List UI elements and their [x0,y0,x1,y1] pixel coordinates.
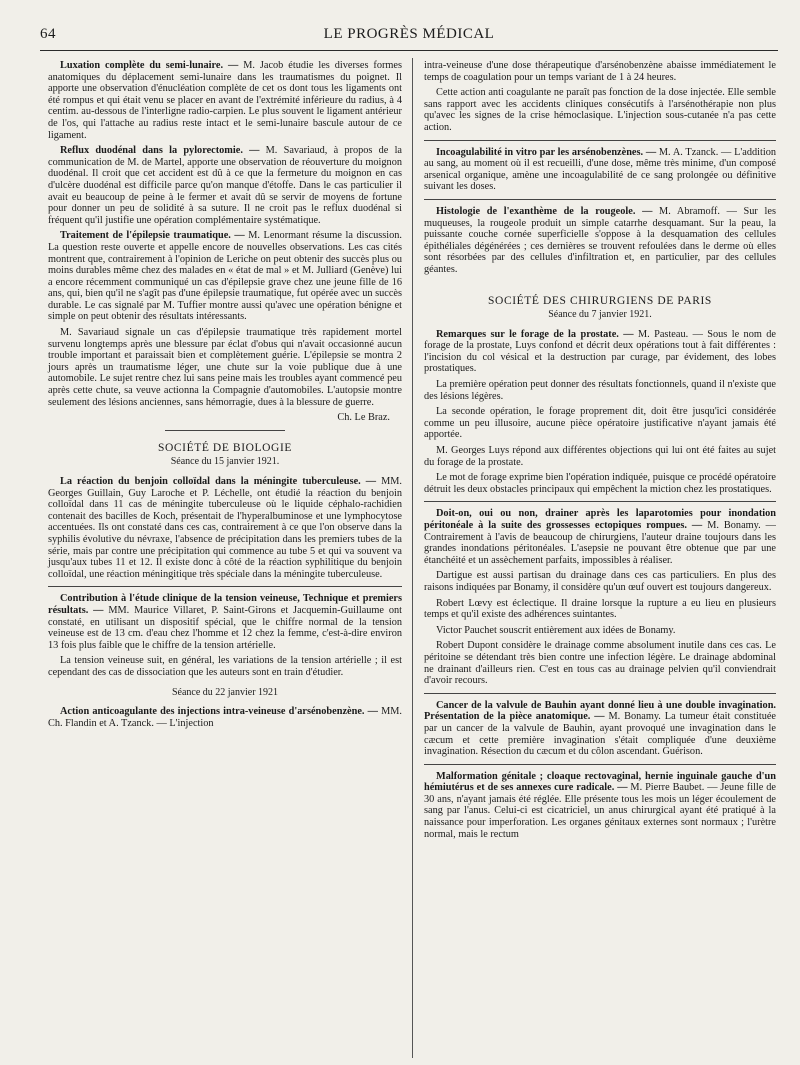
article-drainage [424,508,776,566]
article-heading: Luxation complète du semi-lunaire. — [60,60,239,71]
article-epilepsie-cont: M. Savariaud signale un cas d'épilepsie traumatique très rapidement mortel survenu longtemps après une blessure par éclat d'obus qui n'avait occasionné aucun trouble important et paraissait bien et complètement guérie. L'épilepsie se montra 2 jours après un traumatisme léger, une chute sur la voie publique due à une automobile. Le sujet rentre chez lui sans peine mais les troubles ayant commencé peu après cette chute, sa veuve actionna la Compagnie d'automobiles. L'autopsie montre seulement des lésions anciennes, sans hémorragie, dues à la blessure de guerre. [48,327,402,408]
article-bauhin [424,700,776,758]
section-title-chirurgiens: SOCIÉTÉ DES CHIRURGIENS DE PARIS [488,294,712,307]
article-prostate [424,329,776,375]
article-malformation [424,771,776,841]
article-body: MM. Georges Guillain, Guy Laroche et P. Léchelle, ont étudié la réaction du benjoin colloïdal dans 11 cas de méningite tuberculeuse où le liquide céphalo-rachidien contenait des bacilles de Koch, présentait de l'hyperalbuminose et une lymphocytose accentuées. Ils ont constaté dans ces cas, contrairement à ce que l'on observe dans la syphilis évolutive du névraxe, l'absence de précipitation dans les premiers tubes de la série, mais par contre une précipitation qui commence au tube 5 et qui va souvent va jusqu'aux tubes 11 et 12. Il existe donc à côté de la réaction syphilitique du benjoin colloïdal, une réaction méningitique très spéciale dans la méningite tuberculeuse. [48,476,402,580]
article-epilepsie [48,230,402,323]
article-body: MM. Ch. Flandin et A. Tzanck. — L'injection [48,706,402,729]
page-number: 64 [40,26,56,42]
article-prostate-cont: La première opération peut donner des résultats fonctionnels, quand il n'existe que des lésions légères. [424,379,776,402]
article-drainage-cont: Robert Dupont considère le drainage comme absolument inutile dans ces cas. Le péritoine se détendant très bien contre une infection légère. Le drainage abdominal ne drainant d'ailleurs rien. C'est en tous cas au drainage pelvien qu'il conviendrait d'avoir recours. [424,640,776,687]
article-benjoin [48,476,402,580]
page-header [40,24,778,46]
article-heading: Reflux duodénal dans la pylorectomie. — [60,145,260,157]
article-tension [48,593,402,651]
article-body: M. Bonamy. — Contrairement à l'avis de beaucoup de chirurgiens, l'auteur draine toujours dans les grandes inondations péritonéales. L'asepsie ne pouvant être obtenue que par une étanchéité et un assèchement parfaits, impossibles à réaliser. [424,520,776,566]
article-body: M. Pasteau. — Sous le nom de forage de la prostate, Luys confond et décrit deux opérations tout à fait différentes : l'incision du col vésical et la destruction par curage, par évidement, des lobes prostatiques. [424,328,776,375]
column-divider [412,58,413,1058]
article-anticoagulante-cont: intra-veineuse d'une dose thérapeutique d'arsénobenzène abaisse immédiatement le temps de coagulation pour un temps variant de 1 à 24 heures. [424,60,776,83]
article-drainage-cont: Robert Lœvy est éclectique. Il draine lorsque la rupture a eu lieu en plusieurs temps et qu'il existe des adhérences suintantes. [424,597,776,621]
article-body: MM. Maurice Villaret, P. Saint-Girons et Jacquemin-Guillaume ont constaté, en utilisant un dispositif spécial, que le chiffre normal de la tension veineuse est de 13 cm. d'eau chez l'homme et 12 chez la femme, c'est-à-dire environ 13 fois plus faible que le chiffre de la tension artérielle. [48,604,402,651]
session-date: Séance du 7 janvier 1921. [548,309,652,321]
article-separator [424,693,776,694]
article-anticoagulante-cont2: Cette action anti coagulante ne paraît pas fonction de la dose injectée. Elle semble sans rapport avec les accidents cliniques consécutifs à l'arsénothérapie non plus qu'avec les signes de la crise hémoclasique. L'injection sous-cutanée n'a pas cette action. [424,87,776,133]
article-heading: Incoagulabilité in vitro par les arsénobenzènes. — [436,146,657,158]
article-body: M. Savariaud, à propos de la communication de M. de Martel, apporte une observation de réouverture du moignon duodénal. Il croit que cet accident est dû à ce que la fermeture du moignon en cas d'ulcère duodénal est difficile parce qu'on manque d'étoffe. Dans le cas particulier il avait eu beaucoup de peine à le fermer et avait dû se servir de moyens de fortune pour donner un peu de solidité à sa suture. Il ne croit pas le reflux duodénal si fréquent qu'il justifie une opération complémentaire systématique. [48,145,402,226]
article-heading: Remarques sur le forage de la prostate. — [436,328,634,340]
article-body: M. Bonamy. La tumeur était constituée par un cancer de la valvule de Bauhin, ayant provoqué une invagination dans le cæcum et cette première invagination s'était compliquée d'une deuxième invagination. Résection du cæcum et du côlon ascendant. Guérison. [424,711,777,758]
article-heading: Doit-on, oui ou non, drainer après les laparotomies pour inondation péritonéale à la suite des grossesses ectopiques rompues. — [424,508,776,531]
article-separator [48,586,402,587]
article-heading: Contribution à l'étude clinique de la tension veineuse, Technique et premiers résultats. — [48,593,402,616]
article-separator [424,140,776,141]
article-heading: Malformation génitale ; cloaque rectovaginal, hernie inguinale gauche d'un hémiutérus et de ses annexes cure radicale. — [424,770,776,794]
right-column [424,60,776,844]
article-luxation [48,60,402,141]
article-heading: Action anticoagulante des injections intra-veineuse d'arsénobenzène. — [60,706,378,718]
article-prostate-cont: Le mot de forage exprime bien l'opération indiquée, puisque ce procédé opératoire détruit les deux obstacles principaux qui empêchent la miction chez les prostatiques. [424,472,776,495]
article-body: M. Pierre Baubet. — Jeune fille de 30 ans, n'ayant jamais été réglée. Elle présente tous les mois un léger écoulement de sang par l'anus. Celui-ci est cicatriciel, un anus chirurgical ayant été pratiqué à la naissance pour imperforation. Les organes génitaux externes sont normaux ; l'urètre normal, mais le rectum [424,782,776,840]
article-separator [424,501,776,502]
article-heading: Traitement de l'épilepsie traumatique. — [60,230,245,242]
article-tension-cont: La tension veineuse suit, en général, les variations de la tension artérielle ; il est cependant des cas de dissociation que les auteurs sont en train d'étudier. [48,655,402,678]
article-separator [424,764,776,765]
article-prostate-cont: La seconde opération, le forage proprement dit, doit être jusqu'ici considérée comme un peu illusoire, aucune pièce opératoire justificative n'ayant jamais été apportée. [424,406,776,441]
section-title-biologie: SOCIÉTÉ DE BIOLOGIE [157,441,293,454]
section-rule [165,430,285,431]
article-body: M. A. Tzanck. — L'addition au sang, au moment où il est recueilli, d'une dose, même très minime, d'un composé arsenical organique, amène une incoagulabilité de ce sang prolongée ou définitive suivant les doses. [424,146,776,193]
article-heading: La réaction du benjoin colloïdal dans la méningite tuberculeuse. — [60,476,377,487]
article-drainage-cont: Victor Pauchet souscrit entièrement aux idées de Bonamy. [436,624,676,636]
journal-title: LE PROGRÈS MÉDICAL [323,26,495,42]
article-heading: Cancer de la valvule de Bauhin ayant donné lieu à une double invagination. Présentation de la pièce anatomique. — [424,699,776,723]
article-incoagulabilite [424,147,776,193]
session-date-2: Séance du 22 janvier 1921 [171,686,279,698]
article-prostate-cont: M. Georges Luys répond aux différentes objections qui lui ont été faites au sujet du forage de la prostate. [424,445,776,468]
article-separator [424,199,776,200]
article-heading: Histologie de l'exanthème de la rougeole. — [436,205,653,217]
article-body: M. Lenormant résume la discussion. La question reste ouverte et appelle encore de nouvelles observations. Les cas cités montrent que, contrairement à l'opinion de Leriche on peut obtenir des succès plus ou moins durables même chez des malades en « état de mal » et M. Julliard (Genève) lui a encore récemment communiqué un cas d'épilepsie grave chez une jeune fille de 16 ans, qui, bien qu'il ne s'agît pas d'une épilepsie traumatique, fut opérée avec un succès durable. Le cas signalé par M. Tuffier montre aussi qu'avec une opération bénigne et simple on peut obtenir des résultats intéressants. [48,230,402,323]
author-signature: Ch. Le Braz. [337,412,390,424]
session-date: Séance du 15 janvier 1921. [170,456,280,468]
article-anticoagulante [48,706,402,729]
article-drainage-cont: Dartigue est aussi partisan du drainage dans ces cas particuliers. En plus des raisons indiquées par Bonamy, il considère qu'un œuf ouvert est toujours dangereux. [424,570,776,593]
article-body: M. Jacob étudie les diverses formes anatomiques du déplacement semi-lunaire dans les traumatismes du poignet. Il apporte une observation d'énucléation complète de cet os dont tous les ligaments ont été rompus et qui était venu se placer en avant de l'extrémité inférieure du radius, à 4 centim. au-dessous de l'interligne radio-carpien. Le plus souvent le ligament antérieur de l'os, qui l'attache au radius reste intact et le semi-lunaire bascule autour de ce ligament. [48,60,402,141]
article-rougeole [424,206,776,276]
header-rule [40,50,778,51]
article-reflux [48,145,402,226]
left-column [48,60,402,733]
article-body: M. Abramoff. — Sur les muqueuses, la rougeole produit un simple catarrhe desquamant. Sur la peau, la puissante couche cornée superficielle s'oppose à la desquamation des cellules épithéliales dégénérées ; ces dernières se trouvent refoulées dans le derme où elles sont résorbées par des cellules d'infiltration et, en particulier, par des cellules géantes. [424,205,776,275]
